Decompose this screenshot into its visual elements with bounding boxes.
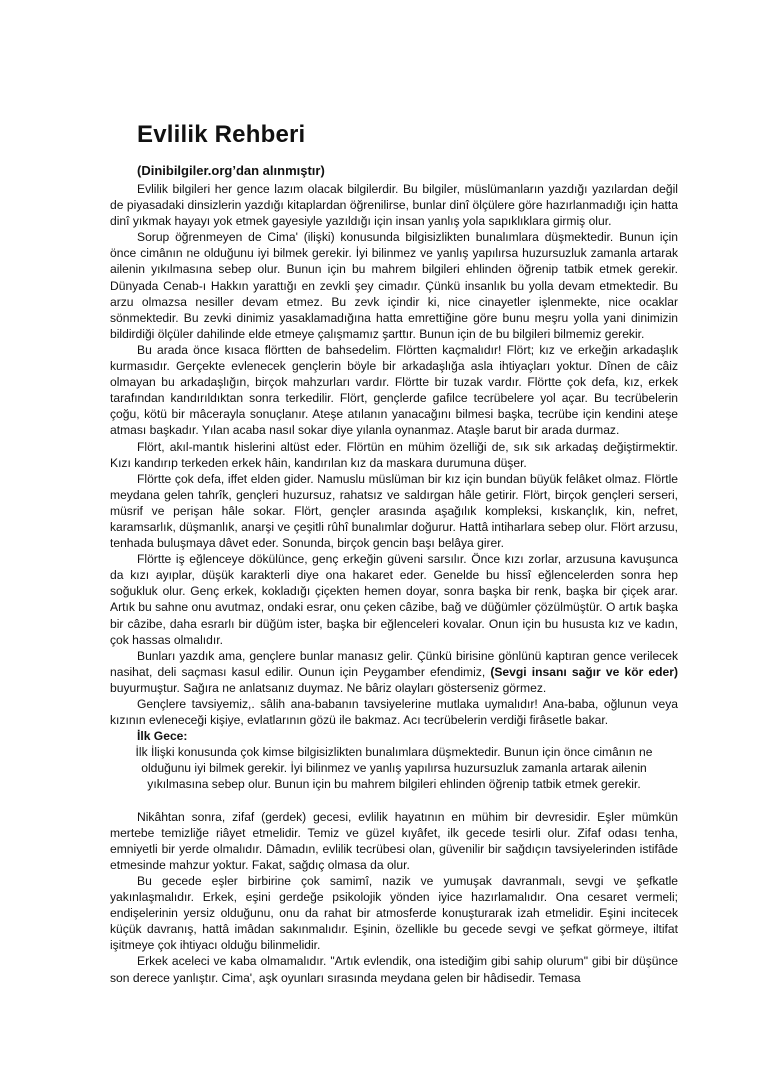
paragraph: Bu gecede eşler birbirine çok samimî, nazik ve yumuşak davranmalı, sevgi ve şefkatle yakınlaşmalıdır. Erkek, eşini gerdeğe psikolojik yönden iyice hazırlamalıdır. Ona cesaret vermeli; endişelerinin yersiz olduğunu, onu da rahat bir atmosferde konuşturarak izah etmelidir. Eşini incitecek küçük davranış, hattâ imâdan sakınmalıdır. Eşinin, özellikle bu gecede sevgi ve şefkat görmeye, iltifat işitmeye çok ihtiyacı olduğu bilinmelidir.	[110, 873, 678, 953]
paragraph: Sorup öğrenmeyen de Cima' (ilişki) konusunda bilgisizlikten bunalımlara düşmektedir. Bunun için önce cimânın ne olduğunu iyi bilmek gerekir. İyi bilinmez ve yanlış yapılırsa huzursuzluk zamanla artarak ailenin yıkılmasına sebep olur. Bunun için bu mahrem bilgileri ehlinden öğrenip tatbik etmek gerekir. Dünyada Cenab-ı Hakkın yarattığı en zevkli şey cimadır. Çünkü insanlık bu yolla devam etmektedir. Bu arzu olmazsa nesiller devam etmez. Bu zevk içindir ki, nice cinayetler işlenmekte, nice ocaklar sönmektedir. Bu zevki dinimiz yasaklamadığına hatta emrettiğine göre bunu meşru yolla yani dinimizin bildirdiği ölçüler dahilinde elde etmeye çalışmamız şarttır. Bunun için de bu bilgileri bilmemiz gerekir.	[110, 230, 678, 341]
document-title: Evlilik Rehberi	[137, 121, 306, 148]
paragraph: Flörtte çok defa, iffet elden gider. Namuslu müslüman bir kız için bundan büyük felâket olmaz. Flörtle meydana gelen tahrîk, gençleri huzursuz, rahatsız ve saldırgan hâle getirir. Flört, birçok gençleri serseri, müsrif ve perişan hâle sokar. Flört, gençler arasında aşağılık kompleksi, kıskançlık, kin, nefret, karamsarlık, düşmanlık, anarşi ve çeşitli rûhî bunalımlar doğurur. Hattâ intiharlara sebep olur. Flört arzusu, tenhada buluşmaya dâvet eder. Sonunda, birçok gencin başı belâya girer.	[110, 471, 678, 551]
hadith-quote: (Sevgi insanı sağır ve kör eder)	[490, 664, 678, 679]
paragraph: Nikâhtan sonra, zifaf (gerdek) gecesi, evlilik hayatının en mühim bir devresidir. Eşler mümkün mertebe temizliğe riâyet etmelidir. Temiz ve güzel kıyâfet, ilk gecede tesirli olur. Zifaf odası tenha, emniyetli bir yerde olmalıdır. Dâmadın, evlilik tecrübesi olan, güvenilir bir sağdıçın tavsiyelerinden istifâde etmesinde mahzur yoktur. Fakat, sağdıç olmasa da olur.	[110, 809, 678, 872]
paragraph: Evlilik bilgileri her gence lazım olacak bilgilerdir. Bu bilgiler, müslümanların yazdığı yazılardan değil de piyasadaki dinsizlerin yazdığı kitaplardan öğrenilirse, bunlar dinî ölçülere göre hazırlanmadığı için hatta dinî yıkmak hayayı yok etmek gayesiyle yazıldığı için insan yanlış yola sapıklıklara girmiş olur.	[110, 182, 678, 229]
paragraph: Flört, akıl-mantık hislerini altüst eder. Flörtün en mühim özelliği de, sık sık arkadaş değiştirmektir. Kızı kandırıp terkeden erkek hâin, kandırılan kız da maskara durumuna düşer.	[110, 439, 678, 470]
paragraph: Flörtte iş eğlenceye dökülünce, genç erkeğin güveni sarsılır. Önce kızı zorlar, arzusuna kavuşunca da kızı ayıplar, düşük karakterli diye ona hakaret eder. Genelde bu hissî eğlencelerden sonra hep soğukluk olur. Genç erkek, kokladığı çiçekten hemen doyar, sonra başka bir renk, başka bir çiçek arar. Artık bu sahne onu avutmaz, ondaki esrar, onu çeken câzibe, bağ ve düğümler çözülmüştür. O artık başka bir câzibe, daha esrarlı bir düğüm ister, başka bir eğlenceleri kovalar. Onun için bu hususta kız ve kadın, çok hassas olmalıdır.	[110, 552, 678, 647]
paragraph: Bu arada önce kısaca flörtten de bahsedelim. Flörtten kaçmalıdır! Flört; kız ve erkeğin arkadaşlık kurmasıdır. Gerçekte evlenecek gençlerin böyle bir arkadaşlığa asla ihtiyaçları yoktur. Dînen de câiz olmayan bu arkadaşlığın, birçok mahzurları vardır. Flörtte bir tuzak vardır. Flörtte çok defa, kız, erkek tarafından kandırıldıktan sonra terkedilir. Flört, gençlerde gafilce tecrübelere yol açar. Bu tecrübelerin çoğu, kötü bir mâcerayla sonuçlanır. Ateşe atılanın yanacağını bilmesi başka, tecrübe için kendini ateşe atması başkadır. Yılan acaba nasıl sokar diye yılanla oynanmaz. Ataşle barut bir arada durmaz.	[110, 342, 678, 438]
paragraph-with-quote	[110, 648, 678, 696]
paragraph-text: Bunları yazdık ama, gençlere bunlar manasız gelir. Çünkü birisine gönlünü kaptıran gence verilecek nasihat, deli saçması kasul edilir. Ounun için Peygamber efendimiz,	[110, 648, 678, 679]
section-heading: İlk Gece:	[137, 729, 188, 744]
paragraph-text: buyurmuştur. Sağıra ne anlatsanız duymaz. Ne bâriz olayları gösterseniz görmez.	[110, 680, 547, 695]
blank-line	[110, 793, 678, 809]
document-subtitle: (Dinibilgiler.org’dan alınmıştır)	[137, 163, 325, 178]
document-body	[110, 120, 678, 986]
paragraph: Erkek aceleci ve kaba olmamalıdır. "Artık evlendik, ona istediğim gibi sahip olurum" gibi bir düşünce son derece yanlıştır. Cima', aşk oyunları sırasında meydana gelen bir hâdisedir. Temasa	[110, 954, 678, 985]
paragraph: Gençlere tavsiyemiz,. sâlih ana-babanın tavsiyelerine mutlaka uymalıdır! Ana-baba, oğlunun veya kızının evleneceği kişiye, evlatlarının gözü ile bakmaz. Acı tecrübelerin verdiği firâsetle bakar.	[110, 697, 678, 728]
paragraph-centered: İlk İlişki konusunda çok kimse bilgisizlikten bunalımlara düşmektedir. Bunun için önce cimânın ne olduğunu iyi bilmek gerekir. İyi bilinmez ve yanlış yapılırsa huzursuzluk zamanla artarak ailenin yıkılmasına sebep olur. Bunun için bu mahrem bilgileri ehlinden öğrenip tatbik etmek gerekir.	[135, 745, 653, 792]
